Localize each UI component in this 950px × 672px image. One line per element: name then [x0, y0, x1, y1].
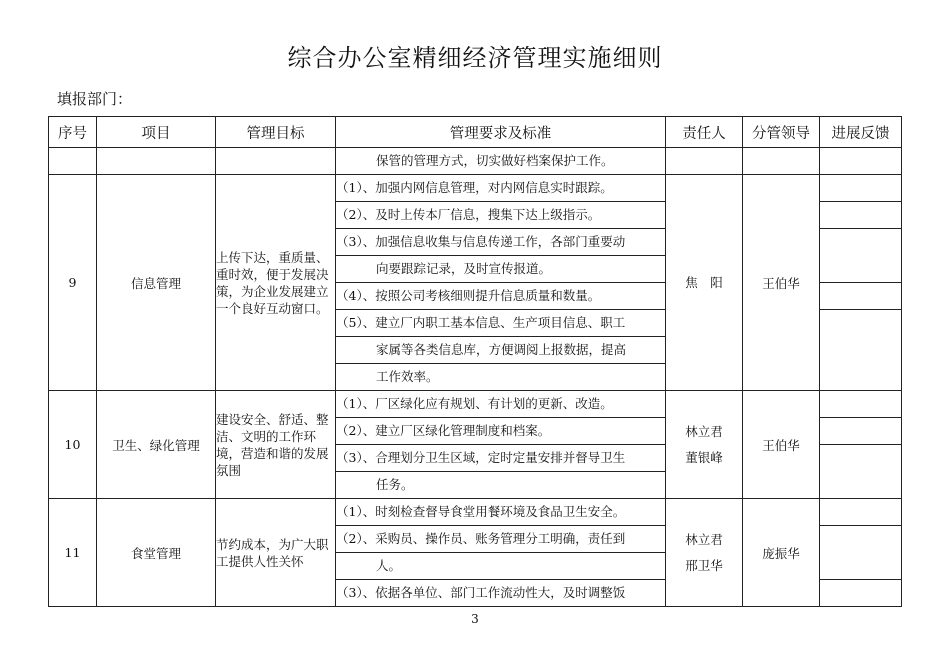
requirement-cell	[336, 472, 666, 499]
table-row	[49, 499, 902, 526]
feedback-cell[interactable]	[820, 526, 902, 580]
row-leader: 庞振华	[743, 499, 820, 607]
requirement-line: （3）、依据各单位、部门工作流动性大，及时调整饭	[336, 585, 626, 600]
row-number: 11	[49, 499, 97, 607]
feedback-cell[interactable]	[820, 229, 902, 283]
owner-name: 邢卫华	[685, 557, 723, 573]
cell-empty	[743, 148, 820, 175]
header-goal: 管理目标	[216, 117, 336, 148]
requirement-line: 保管的管理方式，切实做好档案保护工作。	[376, 153, 614, 168]
row-goal: 上传下达，重质量、重时效，便于发展决策，为企业发展建立一个良好互动窗口。	[216, 175, 336, 391]
requirement-line: （1）、厂区绿化应有规划、有计划的更新、改造。	[336, 396, 613, 411]
requirement-cell	[336, 310, 666, 337]
row-item: 卫生、绿化管理	[97, 391, 216, 499]
row-owner: 焦 阳	[666, 175, 743, 391]
requirement-cell	[336, 229, 666, 256]
requirement-cell	[336, 391, 666, 418]
requirement-cell	[336, 337, 666, 364]
requirement-line: （5）、建立厂内职工基本信息、生产项目信息、职工	[336, 315, 626, 330]
row-item: 信息管理	[97, 175, 216, 391]
requirement-cell	[336, 499, 666, 526]
requirement-line: （2）、建立厂区绿化管理制度和档案。	[336, 423, 551, 438]
requirement-line: （3）、加强信息收集与信息传递工作，各部门重要动	[336, 234, 626, 249]
requirement-line: （3）、合理划分卫生区域，定时定量安排并督导卫生	[336, 450, 626, 465]
row-owner	[666, 499, 743, 607]
feedback-cell[interactable]	[820, 202, 902, 229]
row-number: 10	[49, 391, 97, 499]
requirement-line: （4）、按照公司考核细则提升信息质量和数量。	[336, 288, 601, 303]
feedback-cell[interactable]	[820, 499, 902, 526]
requirement-line: 家属等各类信息库，方便调阅上报数据，提高	[376, 342, 627, 357]
feedback-cell[interactable]	[820, 445, 902, 499]
cell-empty	[49, 148, 97, 175]
requirement-cell	[336, 283, 666, 310]
requirement-cell	[336, 418, 666, 445]
requirement-line: 任务。	[376, 477, 414, 492]
requirement-cell	[336, 175, 666, 202]
row-number: 9	[49, 175, 97, 391]
requirement-line: 工作效率。	[376, 369, 439, 384]
feedback-cell[interactable]	[820, 283, 902, 310]
cell-empty	[666, 148, 743, 175]
cell-empty	[216, 148, 336, 175]
header-no: 序号	[49, 117, 97, 148]
table-header-row	[49, 117, 902, 148]
management-table	[48, 116, 902, 607]
requirement-line: （2）、采购员、操作员、账务管理分工明确，责任到	[336, 531, 626, 546]
requirement-cell	[336, 364, 666, 391]
department-label: 填报部门：	[57, 90, 133, 108]
requirement-cell	[336, 256, 666, 283]
header-item: 项目	[97, 117, 216, 148]
row-leader: 王伯华	[743, 391, 820, 499]
requirement-line: （1）、时刻检查督导食堂用餐环境及食品卫生安全。	[336, 504, 626, 519]
owner-name: 林立君	[685, 531, 723, 547]
requirement-cell	[336, 445, 666, 472]
table-row	[49, 175, 902, 202]
feedback-cell[interactable]	[820, 175, 902, 202]
feedback-cell[interactable]	[820, 391, 902, 418]
feedback-cell[interactable]	[820, 580, 902, 607]
row-owner	[666, 391, 743, 499]
requirement-cell	[336, 580, 666, 607]
header-feedback: 进展反馈	[820, 117, 902, 148]
cell-empty	[97, 148, 216, 175]
requirement-line: 人。	[376, 558, 402, 573]
requirement-line: （1）、加强内网信息管理，对内网信息实时跟踪。	[336, 180, 613, 195]
row-leader: 王伯华	[743, 175, 820, 391]
header-requirements: 管理要求及标准	[336, 117, 666, 148]
page-number: 3	[471, 612, 479, 626]
requirement-cell	[336, 202, 666, 229]
cell-empty	[820, 148, 902, 175]
requirement-cell	[336, 148, 666, 175]
header-leader: 分管领导	[743, 117, 820, 148]
owner-name: 董银峰	[685, 449, 723, 465]
page-title: 综合办公室精细经济管理实施细则	[287, 44, 663, 72]
row-goal: 建设安全、舒适、整洁、文明的工作环境，营造和谐的发展氛围	[216, 391, 336, 499]
row-item: 食堂管理	[97, 499, 216, 607]
table-row	[49, 391, 902, 418]
owner-name: 林立君	[685, 423, 723, 439]
requirement-line: 向要跟踪记录，及时宣传报道。	[376, 261, 552, 276]
requirement-cell	[336, 553, 666, 580]
feedback-cell[interactable]	[820, 310, 902, 391]
header-owner: 责任人	[666, 117, 743, 148]
requirement-cell	[336, 526, 666, 553]
row-goal: 节约成本，为广大职工提供人性关怀	[216, 499, 336, 607]
continuation-row	[49, 148, 902, 175]
requirement-line: （2）、及时上传本厂信息，搜集下达上级指示。	[336, 207, 601, 222]
feedback-cell[interactable]	[820, 418, 902, 445]
